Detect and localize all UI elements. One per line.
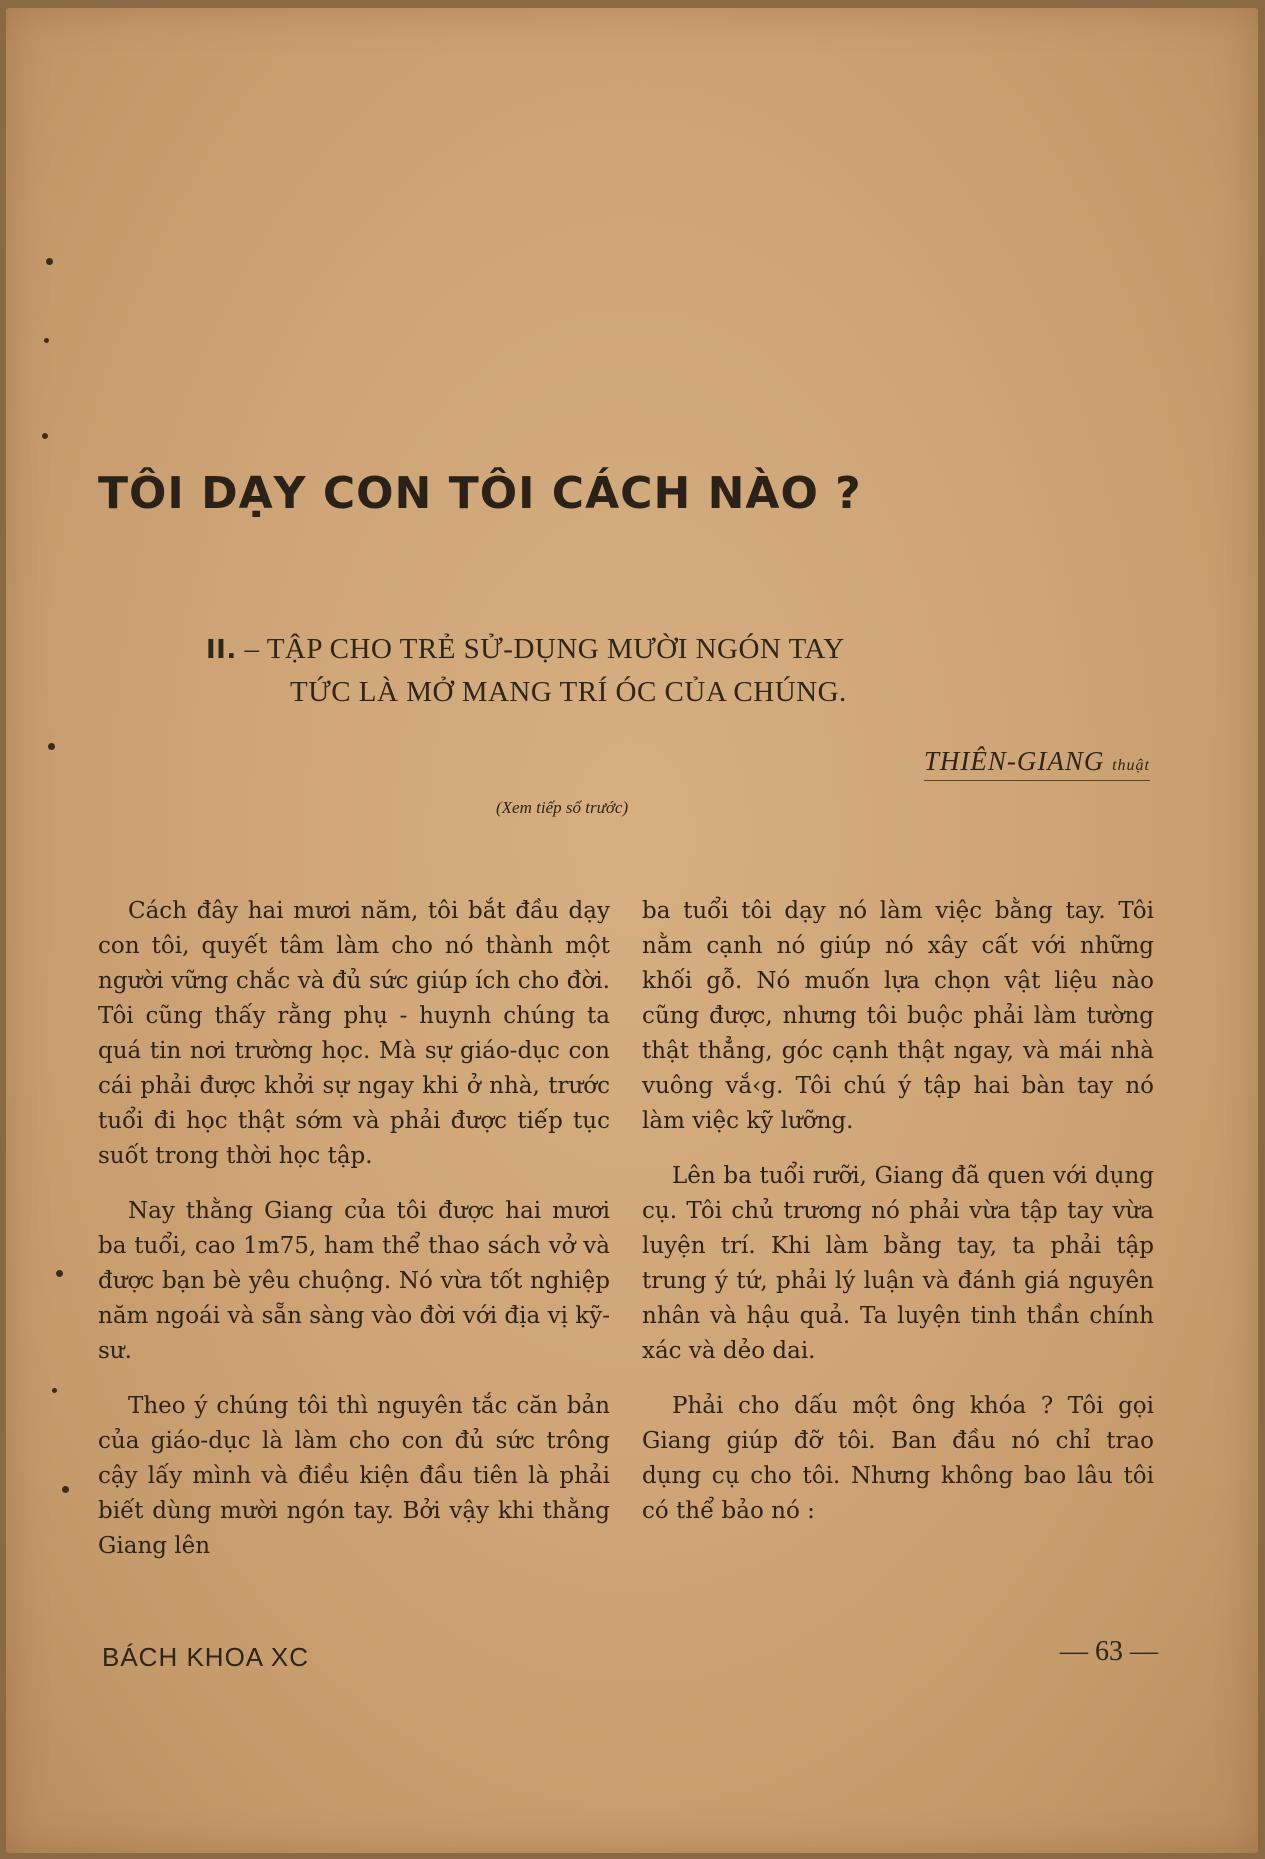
paper-speck <box>46 258 53 265</box>
paper-speck <box>42 433 48 439</box>
paragraph: ba tuổi tôi dạy nó làm việc bằng tay. Tôi nằm cạnh nó giúp nó xây cất với những khối gỗ. Nó muốn lựa chọn vật liệu nào cũng được, nhưng tôi buộc phải làm tường thật thẳng, góc cạnh thật ngay, và mái nhà vuông vắ‹g. Tôi chú ý tập hai bàn tay nó làm việc kỹ lưỡng. <box>642 898 1154 1134</box>
article-title: TÔI DẠY CON TÔI CÁCH NÀO ? <box>98 468 862 519</box>
author-byline <box>924 746 1150 781</box>
document-page <box>6 8 1258 1853</box>
paper-speck <box>52 1388 57 1393</box>
paragraph: Lên ba tuổi rưỡi, Giang đã quen với dụng cụ. Tôi chủ trương nó phải vừa tập tay vừa luyện trí. Khi làm bằng tay, ta phải tập trung ý tứ, phải lý luận và đánh giá nguyên nhân và hậu quả. Ta luyện tinh thần chính xác và dẻo dai. <box>642 1163 1154 1364</box>
paper-speck <box>62 1486 69 1493</box>
page-number: — 63 — <box>1060 1636 1158 1667</box>
paragraph: Nay thằng Giang của tôi được hai mươi ba tuổi, cao 1m75, ham thể thao sách vở và được bạn bè yêu chuộng. Nó vừa tốt nghiệp năm ngoái và sẵn sàng vào đời với địa vị kỹ-sư. <box>98 1198 610 1364</box>
paragraph: Phải cho dấu một ông khóa ? Tôi gọi Giang giúp đỡ tôi. Ban đầu nó chỉ trao dụng cụ cho tôi. Nhưng không bao lâu tôi có thể bảo nó : <box>642 1393 1154 1524</box>
subtitle-line-1: TẬP CHO TRẺ SỬ-DỤNG MƯỜI NGÓN TAY <box>266 633 845 665</box>
publication-name: BÁCH KHOA XC <box>102 1642 310 1672</box>
paragraph: Cách đây hai mươi năm, tôi bắt đầu dạy con tôi, quyết tâm làm cho nó thành một người vững chắc và đủ sức giúp ích cho đời. Tôi cũng thấy rằng phụ - huynh chúng ta quá tin nơi trường học. Mà sự giáo-dục con cái phải được khởi sự ngay khi ở nhà, trước tuổi đi học thật sớm và phải được tiếp tục suốt trong thời học tập. <box>98 898 610 1169</box>
paper-speck <box>44 338 49 343</box>
subtitle-dash: – <box>244 633 260 665</box>
paper-speck <box>56 1270 63 1277</box>
right-column <box>642 894 1154 1549</box>
continued-note: (Xem tiếp số trước) <box>496 798 629 817</box>
subtitle-line-2: TỨC LÀ MỞ MANG TRÍ ÓC CỦA CHÚNG. <box>290 676 847 708</box>
article-subtitle <box>206 628 966 713</box>
author-suffix: thuật <box>1112 757 1150 774</box>
left-column <box>98 894 610 1584</box>
author-name: THIÊN-GIANG <box>923 746 1105 776</box>
paper-speck <box>48 743 55 750</box>
section-number: II. <box>206 635 237 665</box>
paragraph: Theo ý chúng tôi thì nguyên tắc căn bản của giáo-dục là làm cho con đủ sức trông cậy lấy mình và điều kiện đầu tiên là phải biết dùng mười ngón tay. Bởi vậy khi thằng Giang lên <box>98 1393 610 1559</box>
